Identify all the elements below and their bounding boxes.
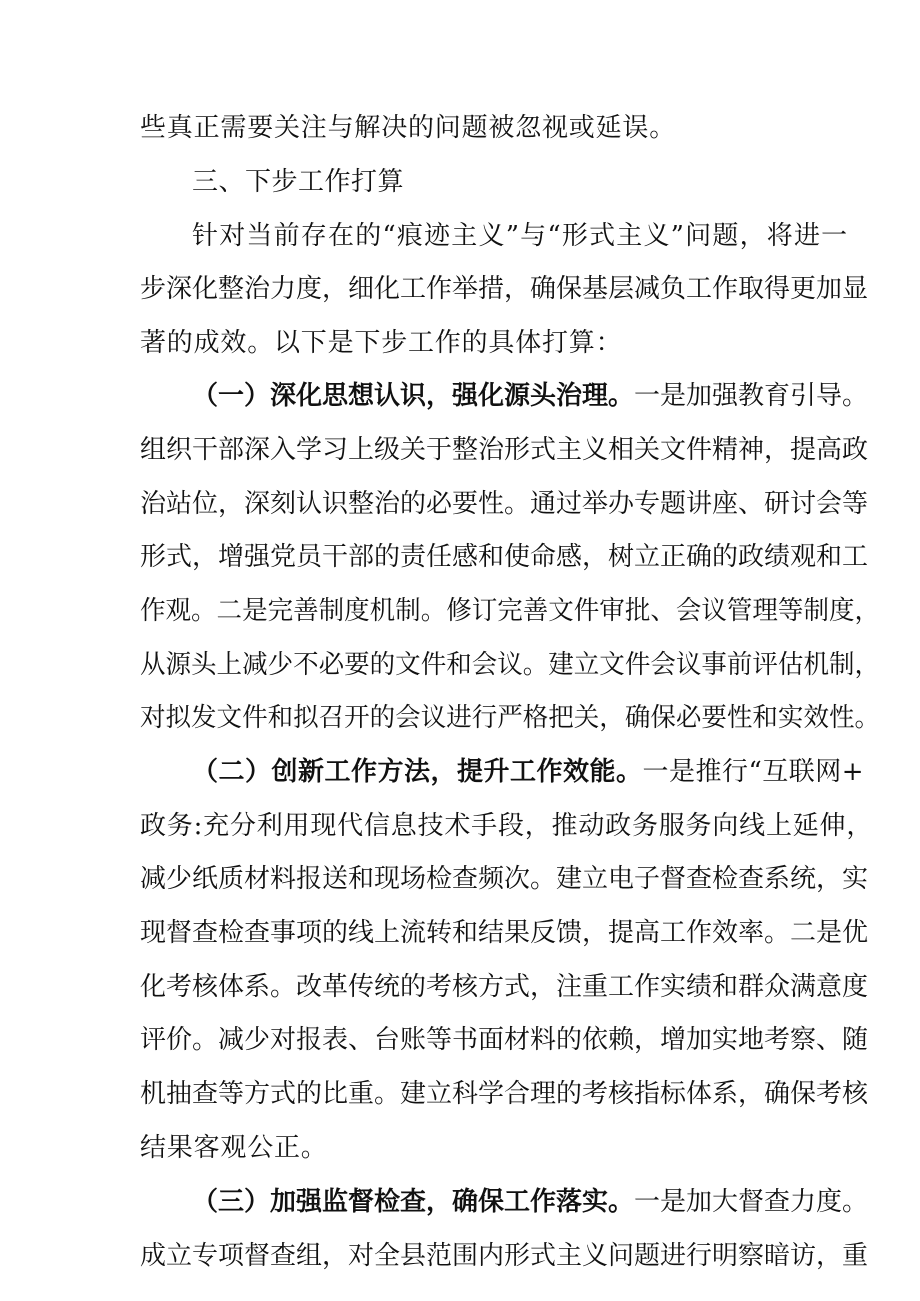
subsection-line — [192, 380, 868, 412]
paragraph-line: 成立专项督查组，对全县范围内形式主义问题进行明察暗访，重 — [140, 1241, 869, 1271]
subsection-line — [192, 1186, 868, 1218]
paragraph-line: 从源头上减少不必要的文件和会议。建立文件会议事前评估机制， — [140, 650, 881, 680]
paragraph-line: 政务:充分利用现代信息技术手段，推动政务服务向线上延伸， — [140, 811, 874, 841]
paragraph-line: 步深化整治力度，细化工作举措，确保基层减负工作取得更加显 — [140, 274, 869, 304]
paragraph-text: 一是推行“互联网+ — [642, 757, 865, 787]
section-heading: 三、下步工作打算 — [192, 167, 405, 197]
paragraph-line: 评价。减少对报表、台账等书面材料的依赖，增加实地考察、随 — [140, 1025, 869, 1055]
paragraph-line: 结果客观公正。 — [140, 1133, 328, 1163]
paragraph-text: 一是加强教育引导。 — [634, 381, 869, 411]
paragraph-line: 作观。二是完善制度机制。修订完善文件审批、会议管理等制度， — [140, 596, 881, 626]
paragraph-line: 些真正需要关注与解决的问题被忽视或延误。 — [140, 113, 677, 143]
paragraph-line: 现督查检查事项的线上流转和结果反馈，提高工作效率。二是优 — [140, 918, 869, 948]
paragraph-line: 针对当前存在的“痕迹主义”与“形式主义”问题，将进一 — [192, 221, 849, 251]
subsection-heading: （三）加强监督检查，确保工作落实。 — [192, 1187, 635, 1217]
paragraph-line: 减少纸质材料报送和现场检查频次。建立电子督查检查系统，实 — [140, 864, 869, 894]
paragraph-line: 机抽查等方式的比重。建立科学合理的考核指标体系，确保考核 — [140, 1079, 869, 1109]
paragraph-line: 形式，增强党员干部的责任感和使命感，树立正确的政绩观和工 — [140, 542, 869, 572]
paragraph-line: 治站位，深刻认识整治的必要性。通过举办专题讲座、研讨会等 — [140, 489, 869, 519]
paragraph-line: 化考核体系。改革传统的考核方式，注重工作实绩和群众满意度 — [140, 972, 869, 1002]
paragraph-line: 对拟发文件和拟召开的会议进行严格把关，确保必要性和实效性。 — [140, 703, 881, 733]
subsection-heading: （一）深化思想认识，强化源头治理。 — [192, 381, 635, 411]
paragraph-line: 著的成效。以下是下步工作的具体打算： — [140, 328, 623, 358]
subsection-heading: （二）创新工作方法，提升工作效能。 — [192, 757, 643, 787]
paragraph-line: 组织干部深入学习上级关于整治形式主义相关文件精神，提高政 — [140, 435, 869, 465]
paragraph-text: 一是加大督查力度。 — [634, 1187, 869, 1217]
subsection-line — [192, 756, 864, 788]
